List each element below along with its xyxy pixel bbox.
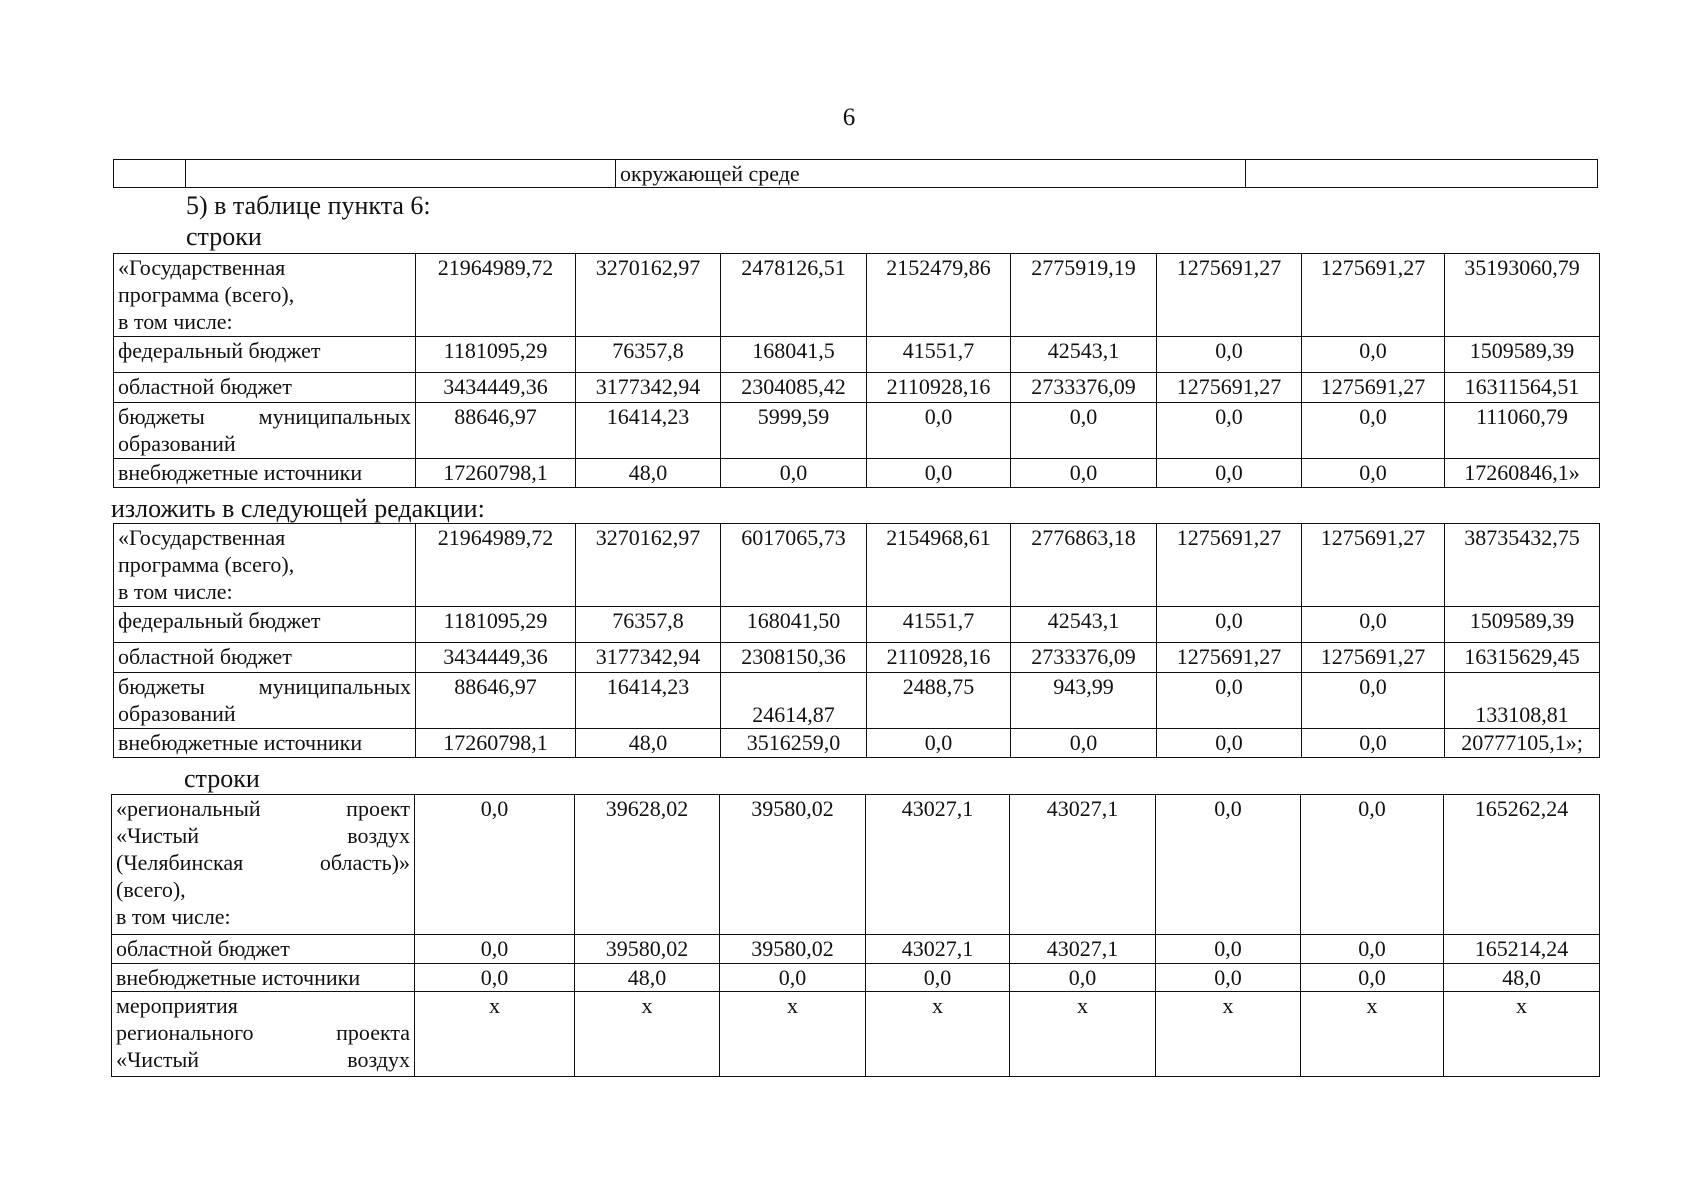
row-label-line: в том числе:	[118, 309, 233, 334]
table-cell: 0,0	[415, 964, 575, 992]
table-cell: 3434449,36	[416, 373, 576, 403]
table-cell: 76357,8	[576, 607, 721, 643]
row-label	[114, 403, 416, 459]
table-cell: окружающей среде	[616, 160, 1246, 188]
row-label	[112, 795, 415, 935]
table-cell: 35193060,79	[1445, 254, 1600, 337]
table-cell: 24614,87	[721, 673, 867, 729]
table-cell: 165262,24	[1444, 795, 1600, 935]
row-label	[112, 992, 415, 1077]
table-cell: 17260798,1	[416, 729, 576, 758]
table-row	[114, 673, 1600, 729]
table-cell: 17260798,1	[416, 459, 576, 488]
table-cell: 39580,02	[720, 935, 866, 964]
table-cell: 2110928,16	[867, 373, 1011, 403]
row-label-line: «Государственная	[118, 255, 286, 280]
row-label	[114, 673, 416, 729]
table-cell: 2154968,61	[867, 524, 1011, 607]
row-label: федеральный бюджет	[114, 607, 416, 643]
table-cell: 2152479,86	[867, 254, 1011, 337]
row-label: областной бюджет	[112, 935, 415, 964]
table-cell: 3434449,36	[416, 643, 576, 673]
row-label	[114, 524, 416, 607]
table-cell: 2110928,16	[867, 643, 1011, 673]
row-label	[114, 254, 416, 337]
table-cell: 1275691,27	[1302, 254, 1445, 337]
table-row	[114, 403, 1600, 459]
row-label-line: (всего),	[116, 877, 186, 902]
table-cell: 0,0	[1157, 673, 1302, 729]
table-cell: 0,0	[1302, 337, 1445, 373]
table-cell: 21964989,72	[416, 254, 576, 337]
new-rows-table	[113, 523, 1600, 758]
table-cell: 43027,1	[866, 935, 1010, 964]
table-cell: 1181095,29	[416, 337, 576, 373]
table-cell: 1181095,29	[416, 607, 576, 643]
table-cell: 3270162,97	[576, 524, 721, 607]
row-label-line: образований	[118, 701, 236, 726]
old-rows-table	[113, 253, 1600, 488]
table-cell: 168041,50	[721, 607, 867, 643]
table-cell: x	[1156, 992, 1301, 1077]
table-cell: 0,0	[1302, 607, 1445, 643]
table-cell: 0,0	[1156, 795, 1301, 935]
table-cell: 0,0	[1157, 729, 1302, 758]
table-cell: 943,99	[1011, 673, 1157, 729]
table-cell: 1509589,39	[1445, 337, 1600, 373]
table-cell: 0,0	[1010, 964, 1156, 992]
top-fragment-table	[113, 159, 1598, 188]
row-label-line: в том числе:	[116, 904, 231, 929]
row-label: внебюджетные источники	[114, 729, 416, 758]
table-cell: 1275691,27	[1157, 524, 1302, 607]
table-cell: 16315629,45	[1445, 643, 1600, 673]
table-cell: 48,0	[575, 964, 720, 992]
table-row	[112, 992, 1600, 1077]
table-cell: 3177342,94	[576, 643, 721, 673]
row-label-line: бюджеты муниципальных	[118, 404, 411, 429]
table-cell: 21964989,72	[416, 524, 576, 607]
table-cell: 38735432,75	[1445, 524, 1600, 607]
table-row	[114, 607, 1600, 643]
table-cell: 168041,5	[721, 337, 867, 373]
table-row	[114, 337, 1600, 373]
table-cell: 16414,23	[576, 403, 721, 459]
table-cell: 39628,02	[575, 795, 720, 935]
table-cell: 16311564,51	[1445, 373, 1600, 403]
table-cell: 0,0	[867, 459, 1011, 488]
table-cell: 3177342,94	[576, 373, 721, 403]
table-cell: 0,0	[720, 964, 866, 992]
table-cell: x	[415, 992, 575, 1077]
row-label-line: бюджеты муниципальных	[118, 674, 411, 699]
table-cell: 1275691,27	[1302, 643, 1445, 673]
table-row	[112, 795, 1600, 935]
table-row	[112, 964, 1600, 992]
table-cell: 165214,24	[1444, 935, 1600, 964]
table-cell: 0,0	[1157, 459, 1302, 488]
table-cell: 88646,97	[416, 403, 576, 459]
row-label-line: в том числе:	[118, 579, 233, 604]
table-cell: 1509589,39	[1445, 607, 1600, 643]
row-label-line: «Государственная	[118, 525, 286, 550]
table-cell: 111060,79	[1445, 403, 1600, 459]
table-cell: 2733376,09	[1011, 373, 1157, 403]
table-cell: 0,0	[1156, 935, 1301, 964]
table-cell: 0,0	[1302, 459, 1445, 488]
table-cell: 0,0	[415, 795, 575, 935]
table-cell: 0,0	[1301, 964, 1444, 992]
table-cell: x	[1010, 992, 1156, 1077]
table-cell	[114, 160, 186, 188]
table-row	[114, 524, 1600, 607]
row-label: областной бюджет	[114, 373, 416, 403]
table-cell: x	[720, 992, 866, 1077]
table-cell: 0,0	[1156, 964, 1301, 992]
table-cell: 2488,75	[867, 673, 1011, 729]
table-cell: 0,0	[1157, 607, 1302, 643]
table-cell: 42543,1	[1011, 607, 1157, 643]
table-cell: 41551,7	[867, 337, 1011, 373]
table-cell: 0,0	[866, 964, 1010, 992]
row-label-line: «региональный проект	[116, 796, 410, 821]
table-cell: 2308150,36	[721, 643, 867, 673]
table-cell: 43027,1	[1010, 935, 1156, 964]
table-cell: 0,0	[1301, 795, 1444, 935]
table-row	[114, 459, 1600, 488]
table-cell: 1275691,27	[1302, 524, 1445, 607]
row-label-line: мероприятия	[116, 993, 238, 1018]
table-cell: 16414,23	[576, 673, 721, 729]
table-cell: 6017065,73	[721, 524, 867, 607]
table-cell: x	[1301, 992, 1444, 1077]
row-label: областной бюджет	[114, 643, 416, 673]
item5-heading: 5) в таблице пункта 6:	[186, 191, 431, 220]
table-cell: 43027,1	[1010, 795, 1156, 935]
table-cell: 0,0	[1302, 403, 1445, 459]
table-cell: 48,0	[576, 729, 721, 758]
table-cell: 0,0	[867, 729, 1011, 758]
table-cell: 0,0	[1011, 729, 1157, 758]
row-label-line: (Челябинская область)»	[116, 850, 410, 875]
table-cell: 39580,02	[575, 935, 720, 964]
table-cell: x	[1444, 992, 1600, 1077]
table-cell	[186, 160, 616, 188]
table-cell: 1275691,27	[1157, 373, 1302, 403]
table-row	[114, 254, 1600, 337]
table-row	[112, 935, 1600, 964]
row-label: внебюджетные источники	[112, 964, 415, 992]
table-cell: 42543,1	[1011, 337, 1157, 373]
table-cell: 0,0	[1157, 403, 1302, 459]
table-cell: 0,0	[867, 403, 1011, 459]
table-cell: 1275691,27	[1157, 254, 1302, 337]
table-cell: 48,0	[1444, 964, 1600, 992]
regional-project-table	[111, 794, 1600, 1077]
table-cell: 0,0	[721, 459, 867, 488]
table-row	[114, 643, 1600, 673]
table-cell: 0,0	[1301, 935, 1444, 964]
table-cell: 5999,59	[721, 403, 867, 459]
row-label-line: программа (всего),	[118, 282, 295, 307]
table-row	[114, 373, 1600, 403]
table-cell: 133108,81	[1445, 673, 1600, 729]
table-cell: 1275691,27	[1157, 643, 1302, 673]
table-cell: 3270162,97	[576, 254, 721, 337]
row-label: внебюджетные источники	[114, 459, 416, 488]
row-label-line: «Чистый воздух	[116, 823, 410, 848]
table-cell: 48,0	[576, 459, 721, 488]
table-cell: 0,0	[1302, 729, 1445, 758]
table-cell: 3516259,0	[721, 729, 867, 758]
table-cell: 76357,8	[576, 337, 721, 373]
table-cell: 88646,97	[416, 673, 576, 729]
table-cell: x	[575, 992, 720, 1077]
row-label: федеральный бюджет	[114, 337, 416, 373]
rows-label: строки	[184, 764, 260, 793]
table-cell: 20777105,1»;	[1445, 729, 1600, 758]
row-label-line: образований	[118, 431, 236, 456]
replace-heading: изложить в следующей редакции:	[111, 494, 485, 523]
table-cell: 2776863,18	[1011, 524, 1157, 607]
table-cell: 0,0	[1302, 673, 1445, 729]
table-cell: 2304085,42	[721, 373, 867, 403]
table-cell: 1275691,27	[1302, 373, 1445, 403]
table-cell: 2775919,19	[1011, 254, 1157, 337]
row-label-line: регионального проекта	[116, 1020, 410, 1045]
table-cell: 2733376,09	[1011, 643, 1157, 673]
rows-label: строки	[186, 222, 262, 251]
table-cell: 2478126,51	[721, 254, 867, 337]
table-cell: 43027,1	[866, 795, 1010, 935]
table-cell: 0,0	[415, 935, 575, 964]
row-label-line: «Чистый воздух	[116, 1047, 410, 1072]
table-cell: x	[866, 992, 1010, 1077]
table-cell: 0,0	[1011, 459, 1157, 488]
table-cell: 17260846,1»	[1445, 459, 1600, 488]
table-row	[114, 729, 1600, 758]
page-number: 6	[842, 104, 856, 131]
row-label-line: программа (всего),	[118, 552, 295, 577]
table-cell: 41551,7	[867, 607, 1011, 643]
table-cell: 0,0	[1157, 337, 1302, 373]
table-cell: 39580,02	[720, 795, 866, 935]
table-cell	[1246, 160, 1598, 188]
table-cell: 0,0	[1011, 403, 1157, 459]
